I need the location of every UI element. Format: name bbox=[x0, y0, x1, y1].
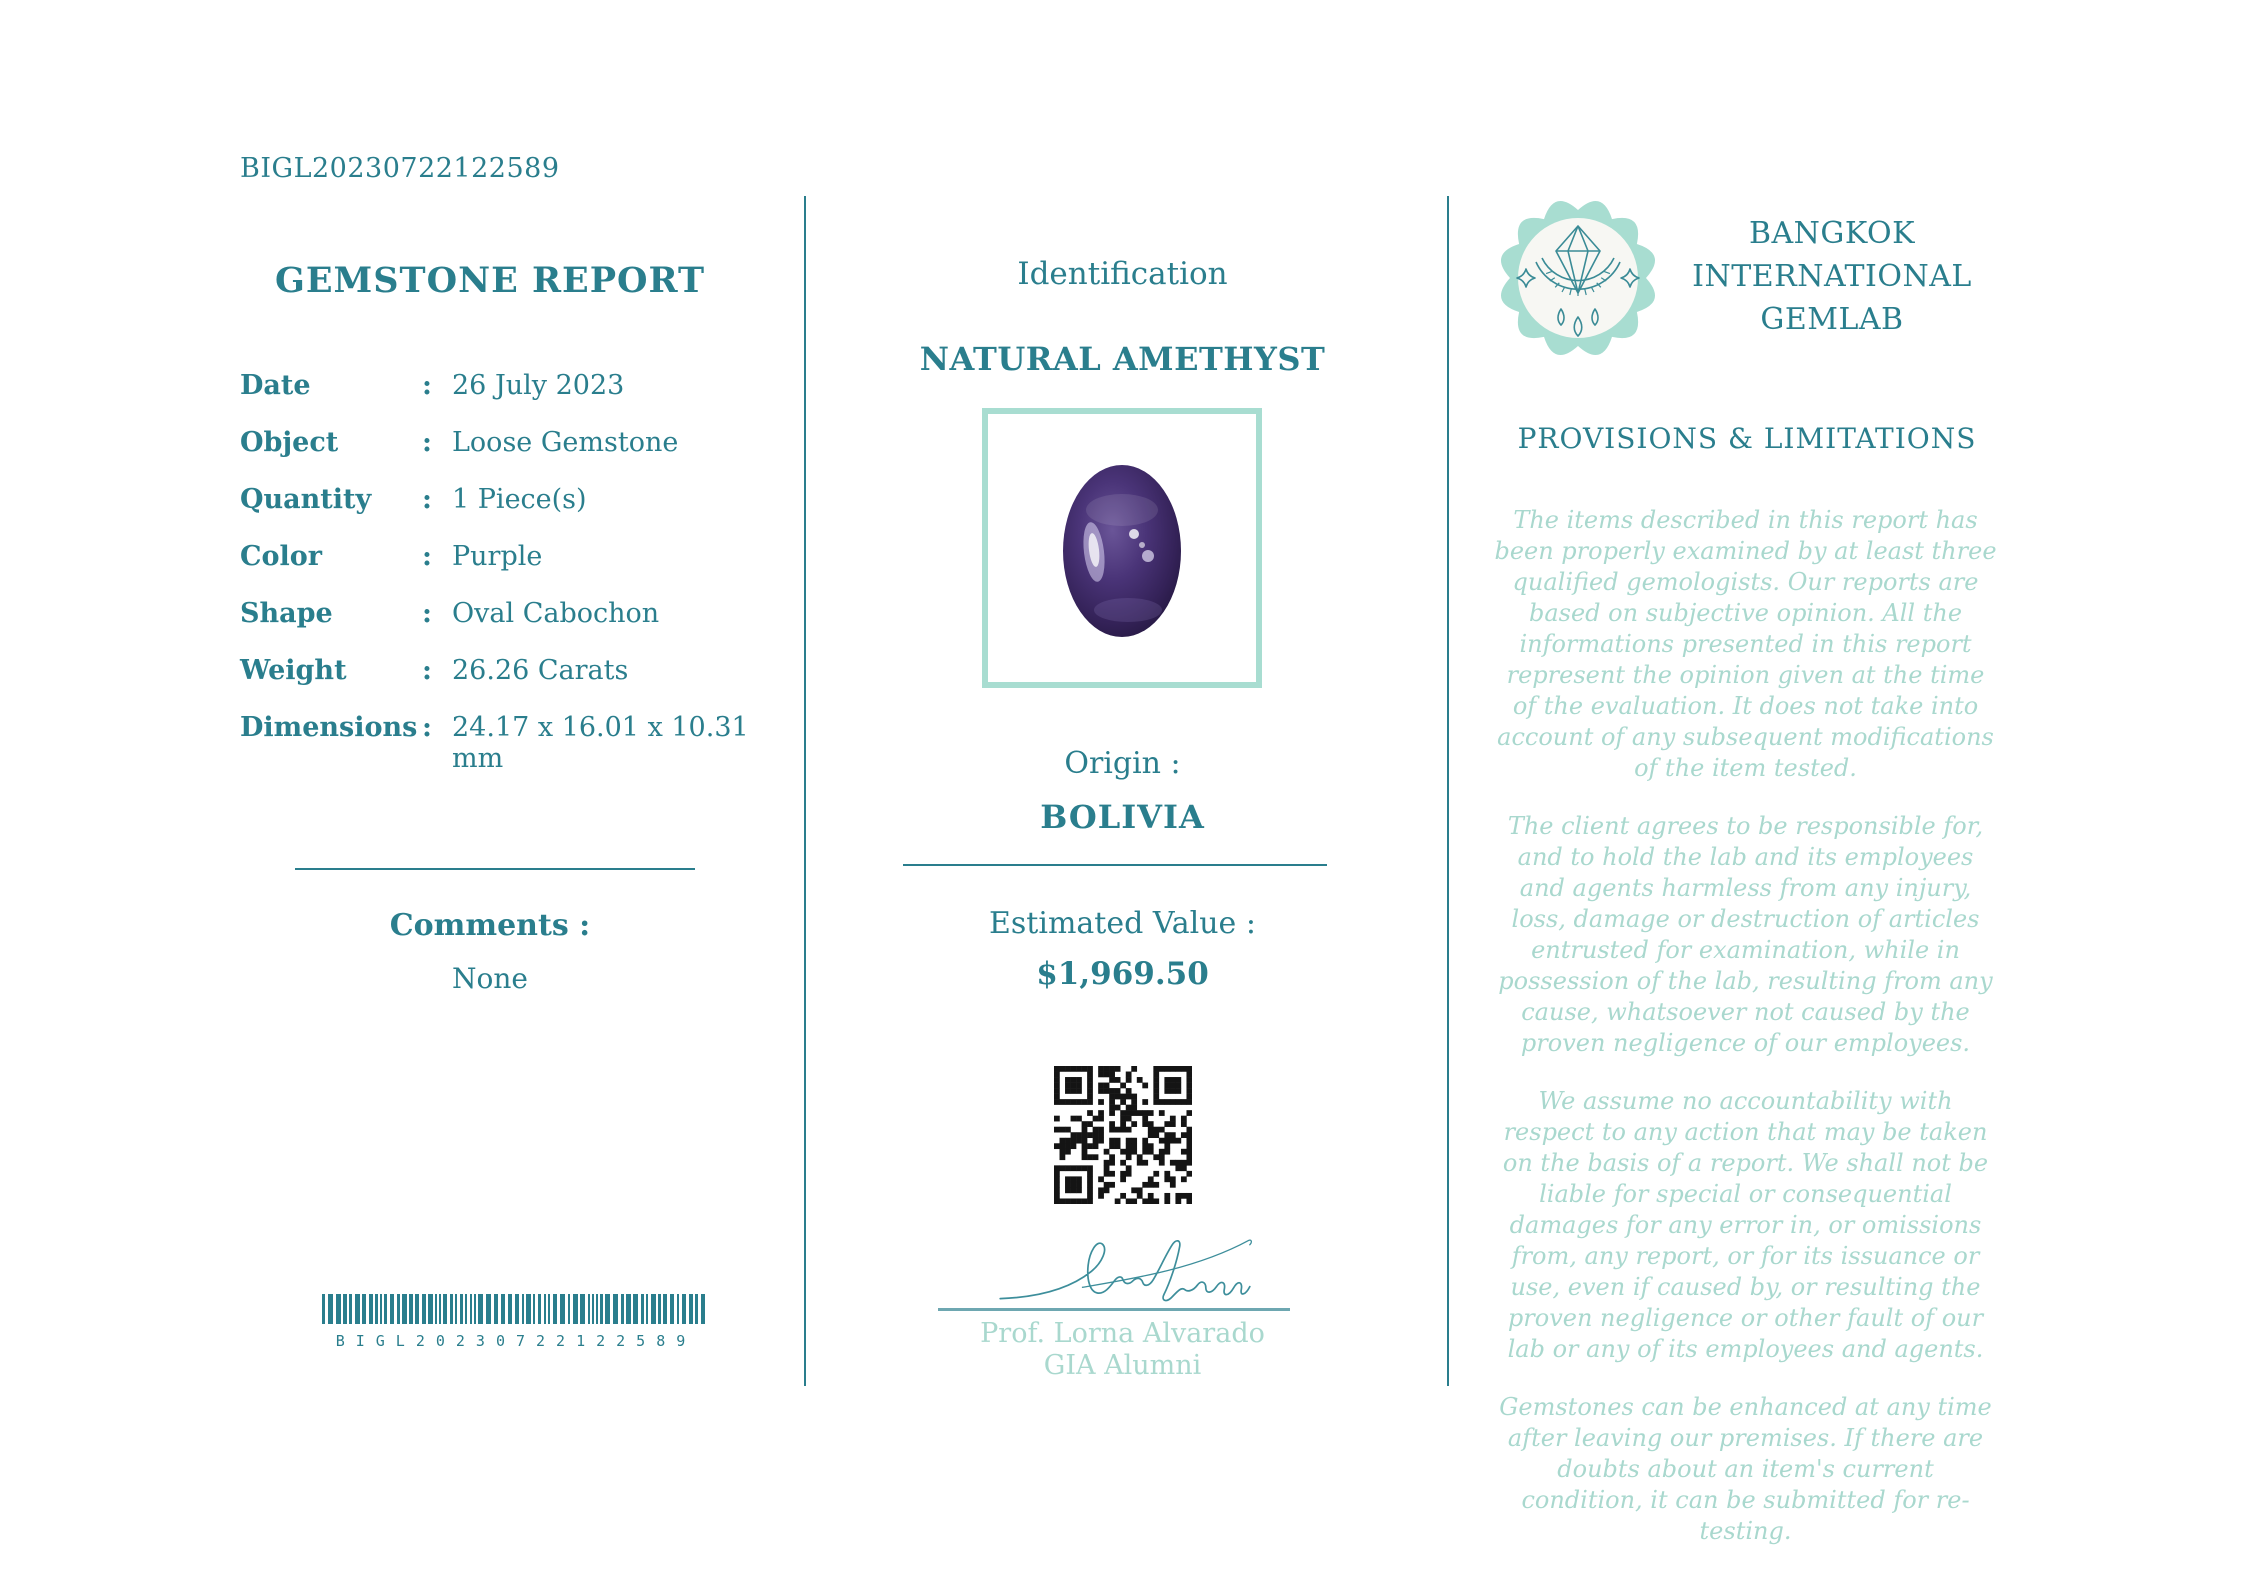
gemstone-photo bbox=[988, 414, 1256, 682]
field-label-object: Object bbox=[240, 427, 339, 458]
provisions-paragraphs bbox=[1493, 505, 1998, 1574]
origin-value: BOLIVIA bbox=[1040, 798, 1205, 836]
signatory-name: Prof. Lorna Alvarado bbox=[980, 1318, 1265, 1349]
origin-label: Origin : bbox=[1064, 746, 1181, 781]
comments-divider bbox=[295, 868, 695, 870]
field-value-color: Purple bbox=[452, 541, 543, 572]
field-label-quantity: Quantity bbox=[240, 484, 372, 515]
field-value-shape: Oval Cabochon bbox=[452, 598, 660, 629]
field-row-object bbox=[240, 427, 760, 458]
field-colon: : bbox=[422, 655, 432, 686]
column-divider-left bbox=[804, 196, 806, 1386]
page-title: GEMSTONE REPORT bbox=[274, 260, 706, 301]
field-colon: : bbox=[422, 598, 432, 629]
field-row-date bbox=[240, 370, 760, 401]
provisions-paragraph-2: The client agrees to be responsible for, and to hold the lab and its employees and agents harmless from any injury, loss, damage or destruction of articles entrusted for examination, while in possession of the lab, resulting from any cause, whatsoever not caused by the proven negligence of our employees. bbox=[1498, 812, 1993, 1057]
signature-autograph bbox=[945, 1232, 1305, 1310]
gemstone-photo-frame bbox=[982, 408, 1262, 688]
identification-heading: Identification bbox=[1017, 256, 1228, 292]
field-label-date: Date bbox=[240, 370, 311, 401]
provisions-paragraph-3: We assume no accountability with respect to any action that may be taken on the basis of a report. We shall not be liable for special or consequential damages for any error in, or omissions from, any report, or for its issuance or use, even if caused by, or resulting the proven negligence or other fault of our lab or any of its employees and agents. bbox=[1502, 1087, 1989, 1363]
field-value-object: Loose Gemstone bbox=[452, 427, 679, 458]
lab-logo bbox=[1498, 198, 1658, 358]
field-row-shape bbox=[240, 598, 760, 629]
field-colon: : bbox=[422, 541, 432, 572]
barcode bbox=[322, 1294, 710, 1350]
qr-code-image bbox=[1054, 1066, 1192, 1204]
column-divider-right bbox=[1447, 196, 1449, 1386]
signature-divider bbox=[938, 1308, 1290, 1311]
comments-heading: Comments : bbox=[389, 908, 591, 943]
field-row-dimensions bbox=[240, 712, 760, 774]
provisions-paragraph-1: The items described in this report has been properly examined by at least three qualified gemologists. Our reports are based on subjective opinion. All the informations presented in this report represent the opinion given at the time of the evaluation. It does not take into account of any subsequent modifications of the item tested. bbox=[1494, 506, 1997, 782]
report-number: BIGL20230722122589 bbox=[240, 153, 560, 184]
field-value-date: 26 July 2023 bbox=[452, 370, 625, 401]
field-value-quantity: 1 Piece(s) bbox=[452, 484, 587, 515]
field-label-color: Color bbox=[240, 541, 322, 572]
field-colon: : bbox=[422, 484, 432, 515]
lab-name bbox=[1652, 212, 2012, 341]
estimated-value-label: Estimated Value : bbox=[989, 906, 1256, 941]
lab-name-line-2: INTERNATIONAL bbox=[1692, 259, 1972, 294]
barcode-bars bbox=[322, 1294, 710, 1324]
field-colon: : bbox=[422, 370, 432, 401]
field-row-color bbox=[240, 541, 760, 572]
report-fields bbox=[240, 370, 760, 800]
field-colon: : bbox=[422, 712, 432, 743]
field-label-dimensions: Dimensions bbox=[240, 712, 418, 743]
signatory-title: GIA Alumni bbox=[1043, 1350, 1202, 1381]
field-label-weight: Weight bbox=[240, 655, 347, 686]
value-divider bbox=[903, 864, 1327, 866]
lab-name-line-3: GEMLAB bbox=[1760, 302, 1904, 337]
field-row-quantity bbox=[240, 484, 760, 515]
identification-result: NATURAL AMETHYST bbox=[919, 340, 1326, 378]
logo-badge-inner bbox=[1518, 218, 1638, 338]
provisions-title: PROVISIONS & LIMITATIONS bbox=[1517, 422, 1977, 455]
lab-name-line-1: BANGKOK bbox=[1748, 216, 1916, 251]
field-value-weight: 26.26 Carats bbox=[452, 655, 629, 686]
field-colon: : bbox=[422, 427, 432, 458]
comments-value: None bbox=[452, 962, 528, 995]
provisions-paragraph-4: Gemstones can be enhanced at any time after leaving our premises. If there are doubts about an item's current condition, it can be submitted for re-testing. bbox=[1499, 1393, 1992, 1545]
estimated-value-amount: $1,969.50 bbox=[1036, 956, 1209, 992]
qr-code bbox=[1054, 1066, 1192, 1204]
field-value-dimensions: 24.17 x 16.01 x 10.31 mm bbox=[452, 712, 749, 774]
field-row-weight bbox=[240, 655, 760, 686]
field-label-shape: Shape bbox=[240, 598, 333, 629]
barcode-text: BIGL20230722122589 bbox=[335, 1332, 697, 1350]
